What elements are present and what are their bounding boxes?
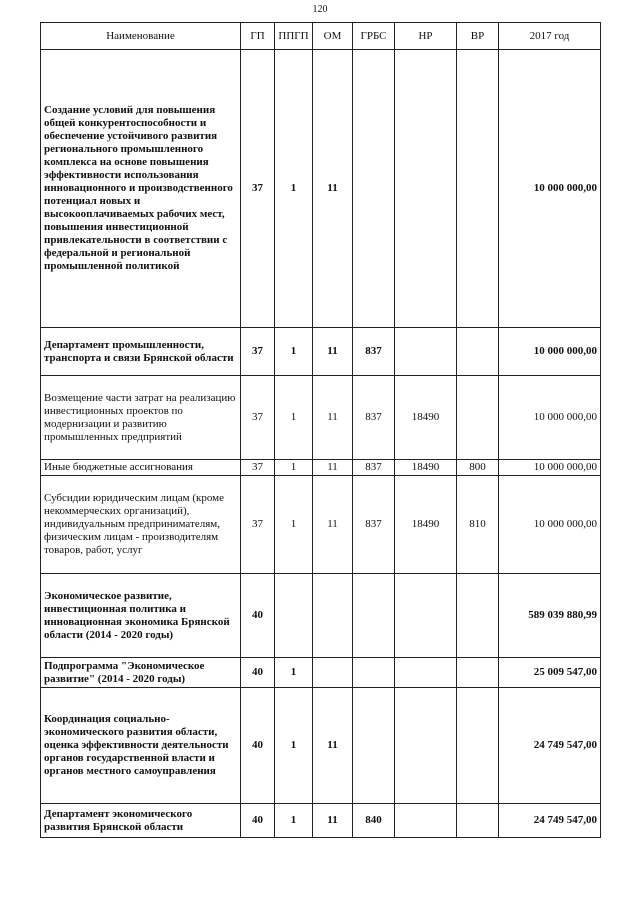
- row-om: 11: [313, 460, 353, 476]
- table-row: [41, 50, 601, 328]
- row-vr: 810: [457, 476, 499, 574]
- table-row: [41, 574, 601, 658]
- table-row: [41, 328, 601, 376]
- row-ppgp: 1: [275, 328, 313, 376]
- row-nr: [395, 658, 457, 688]
- row-vr: [457, 574, 499, 658]
- budget-table: [40, 22, 601, 838]
- row-ppgp: 1: [275, 804, 313, 838]
- row-nr: [395, 688, 457, 804]
- row-name: Координация социально-экономического развития области, оценка эффективности деятельности органов государственной власти и органов местного самоуправления: [41, 688, 241, 804]
- row-vr: 800: [457, 460, 499, 476]
- row-ppgp: [275, 574, 313, 658]
- row-grbs: 837: [353, 328, 395, 376]
- row-ppgp: 1: [275, 376, 313, 460]
- row-vr: [457, 376, 499, 460]
- table-row: [41, 460, 601, 476]
- row-gp: 40: [241, 574, 275, 658]
- header-grbs: ГРБС: [353, 23, 395, 50]
- row-name: Подпрограмма "Экономическое развитие" (2014 - 2020 годы): [41, 658, 241, 688]
- row-gp: 37: [241, 50, 275, 328]
- row-gp: 37: [241, 376, 275, 460]
- row-name: Иные бюджетные ассигнования: [41, 460, 241, 476]
- row-om: 11: [313, 328, 353, 376]
- row-amount: 10 000 000,00: [499, 460, 601, 476]
- row-grbs: [353, 574, 395, 658]
- row-nr: [395, 50, 457, 328]
- row-om: 11: [313, 376, 353, 460]
- table-row: [41, 658, 601, 688]
- row-grbs: [353, 688, 395, 804]
- table-row: [41, 476, 601, 574]
- row-gp: 37: [241, 460, 275, 476]
- row-om: [313, 658, 353, 688]
- row-amount: 24 749 547,00: [499, 804, 601, 838]
- page-number: 120: [312, 4, 328, 15]
- row-nr: [395, 574, 457, 658]
- row-om: [313, 574, 353, 658]
- row-name: Экономическое развитие, инвестиционная политика и инновационная экономика Брянской области (2014 - 2020 годы): [41, 574, 241, 658]
- row-om: 11: [313, 804, 353, 838]
- row-grbs: 837: [353, 476, 395, 574]
- row-amount: 24 749 547,00: [499, 688, 601, 804]
- row-gp: 37: [241, 476, 275, 574]
- row-amount: 10 000 000,00: [499, 328, 601, 376]
- row-nr: [395, 804, 457, 838]
- row-amount: 10 000 000,00: [499, 50, 601, 328]
- row-grbs: [353, 658, 395, 688]
- row-gp: 40: [241, 688, 275, 804]
- header-ppgp: ППГП: [275, 23, 313, 50]
- row-om: 11: [313, 476, 353, 574]
- row-om: 11: [313, 50, 353, 328]
- row-ppgp: 1: [275, 50, 313, 328]
- row-grbs: 840: [353, 804, 395, 838]
- row-vr: [457, 658, 499, 688]
- row-grbs: [353, 50, 395, 328]
- row-vr: [457, 328, 499, 376]
- row-amount: 10 000 000,00: [499, 476, 601, 574]
- row-ppgp: 1: [275, 476, 313, 574]
- header-nr: НР: [395, 23, 457, 50]
- row-nr: [395, 328, 457, 376]
- row-amount: 10 000 000,00: [499, 376, 601, 460]
- row-ppgp: 1: [275, 460, 313, 476]
- header-gp: ГП: [241, 23, 275, 50]
- row-gp: 40: [241, 658, 275, 688]
- row-vr: [457, 804, 499, 838]
- row-name: Возмещение части затрат на реализацию инвестиционных проектов по модернизации и развитию промышленных предприятий: [41, 376, 241, 460]
- row-vr: [457, 688, 499, 804]
- row-name: Субсидии юридическим лицам (кроме некоммерческих организаций), индивидуальным предпринимателям, физическим лицам - производителям товаров, работ, услуг: [41, 476, 241, 574]
- row-nr: 18490: [395, 460, 457, 476]
- row-vr: [457, 50, 499, 328]
- row-amount: 25 009 547,00: [499, 658, 601, 688]
- row-ppgp: 1: [275, 688, 313, 804]
- header-om: ОМ: [313, 23, 353, 50]
- row-name: Департамент экономического развития Брянской области: [41, 804, 241, 838]
- row-om: 11: [313, 688, 353, 804]
- row-amount: 589 039 880,99: [499, 574, 601, 658]
- header-name: Наименование: [41, 23, 241, 50]
- header-year-2017: 2017 год: [499, 23, 601, 50]
- row-ppgp: 1: [275, 658, 313, 688]
- row-name: Создание условий для повышения общей конкурентоспособности и обеспечение устойчивого развития регионального промышленного комплекса на основе повышения эффективности использования инновационного и производственного потенциал новых и высокооплачиваемых рабочих мест, повышения инвестиционной привлекательности в соответствии с федеральной и региональной промышленной политикой: [41, 50, 241, 328]
- row-nr: 18490: [395, 476, 457, 574]
- row-name: Департамент промышленности, транспорта и связи Брянской области: [41, 328, 241, 376]
- table-row: [41, 804, 601, 838]
- table-row: [41, 376, 601, 460]
- row-gp: 37: [241, 328, 275, 376]
- row-gp: 40: [241, 804, 275, 838]
- row-nr: 18490: [395, 376, 457, 460]
- row-grbs: 837: [353, 460, 395, 476]
- table-row: [41, 688, 601, 804]
- row-grbs: 837: [353, 376, 395, 460]
- header-vr: ВР: [457, 23, 499, 50]
- table-header-row: [41, 23, 601, 50]
